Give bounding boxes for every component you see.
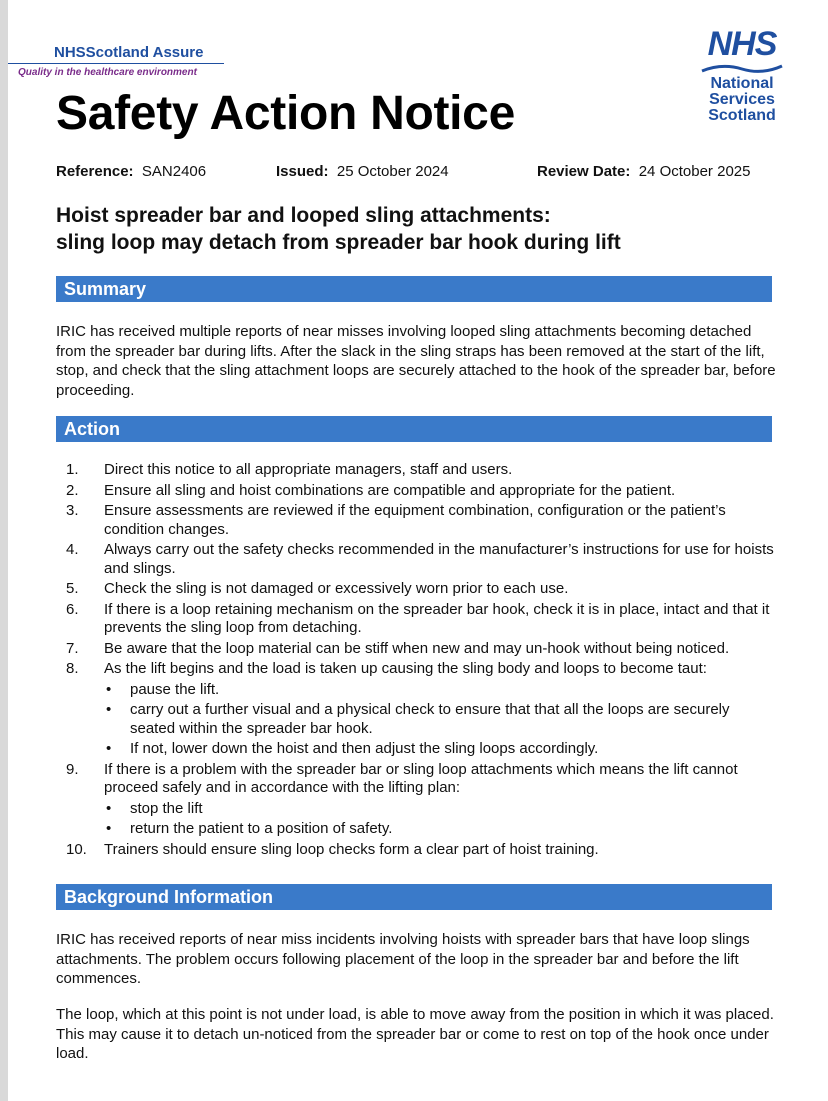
- action-item-number: 8.: [66, 660, 79, 677]
- summary-heading: Summary: [56, 276, 772, 302]
- nhs-logo-line3: Scotland: [708, 107, 776, 124]
- background-para-2: The loop, which at this point is not under load, is able to move away from the position in which it was placed. This may cause it to detach un-noticed from the spreader bar or come to rest on top of the hook once under load.: [56, 1006, 774, 1062]
- nhs-logo: [694, 26, 790, 130]
- action-subitem: • pause the lift.: [104, 681, 776, 700]
- nhs-logo-wordmark: NHS: [707, 25, 777, 63]
- action-subitem: • stop the lift: [104, 800, 776, 819]
- issued-label: Issued:: [276, 163, 329, 180]
- subtitle-line-2: sling loop may detach from spreader bar hook during lift: [56, 231, 621, 254]
- nhs-logo-line1: National: [710, 75, 774, 92]
- action-subitem: • return the patient to a position of safety.: [104, 820, 776, 839]
- issued-value: 25 October 2024: [336, 163, 449, 180]
- summary-text: IRIC has received multiple reports of near misses involving looped sling attachments becoming detached from the spreader bar during lifts. After the slack in the sling straps has been removed at the start of the lift, stop, and check that the sling attachment loops are securely attached to the hook of the spreader bar, before proceeding.: [56, 323, 776, 399]
- action-list: [56, 461, 776, 861]
- background-para-1: IRIC has received reports of near miss incidents involving hoists with spreader bars that have loop slings attachments. The problem occurs following placement of the loop in the spreader bar and before the lift commences.: [56, 931, 750, 987]
- action-item: [56, 660, 776, 759]
- action-item-text: As the lift begins and the load is taken up causing the sling body and loops to become taut:: [104, 660, 707, 677]
- review-value: 24 October 2025: [638, 163, 751, 180]
- org-divider: [8, 63, 224, 64]
- action-heading: Action: [56, 416, 772, 442]
- action-item: [56, 601, 776, 638]
- action-item: [56, 502, 776, 539]
- page-edge: [0, 0, 8, 1101]
- action-sublist: [104, 800, 776, 839]
- action-item-text: Be aware that the loop material can be stiff when new and may un-hook without being noticed.: [104, 639, 730, 657]
- review-label: Review Date:: [537, 163, 631, 180]
- action-item: [56, 761, 776, 839]
- action-item: [56, 841, 776, 860]
- org-tagline: Quality in the healthcare environment: [18, 67, 197, 78]
- action-item-text: If there is a problem with the spreader bar or sling loop attachments which means the lift cannot proceed safely and in accordance with the lifting plan:: [104, 760, 738, 796]
- action-item: [56, 482, 776, 501]
- action-item: [56, 541, 776, 578]
- action-item: [56, 580, 776, 599]
- issued: [276, 163, 449, 180]
- action-item: [56, 640, 776, 659]
- action-item-number: 7.: [66, 639, 79, 657]
- wave-icon: [700, 62, 784, 76]
- action-item-number: 1.: [66, 461, 79, 478]
- org-name: NHSScotland Assure: [54, 44, 204, 61]
- reference: [56, 163, 206, 180]
- reference-value: SAN2406: [141, 163, 207, 180]
- background-heading: Background Information: [56, 884, 772, 910]
- action-item-number: 2.: [66, 481, 79, 499]
- action-item-number: 3.: [66, 502, 79, 519]
- action-sublist: [104, 681, 776, 759]
- action-item-number: 4.: [66, 541, 79, 558]
- nhs-logo-line2: Services: [709, 91, 775, 108]
- action-item-number: 10.: [66, 840, 87, 858]
- page-title: Safety Action Notice: [56, 87, 515, 140]
- action-item-text: Ensure assessments are reviewed if the equipment combination, configuration or the patient’s condition changes.: [104, 502, 726, 538]
- reference-label: Reference:: [56, 163, 134, 180]
- action-item-number: 9.: [66, 760, 79, 778]
- action-item-text: Always carry out the safety checks recommended in the manufacturer’s instructions for use for hoists and slings.: [104, 541, 774, 577]
- action-item-number: 5.: [66, 580, 79, 597]
- action-item-text: Check the sling is not damaged or excessively worn prior to each use.: [104, 580, 569, 597]
- action-subitem: • carry out a further visual and a physical check to ensure that that all the loops are securely seated within the spreader bar hook.: [104, 701, 776, 738]
- action-item: [56, 461, 776, 480]
- subtitle-line-1: Hoist spreader bar and looped sling attachments:: [56, 204, 551, 227]
- action-item-text: Direct this notice to all appropriate managers, staff and users.: [104, 461, 513, 478]
- action-item-text: Ensure all sling and hoist combinations are compatible and appropriate for the patient.: [104, 481, 676, 499]
- action-item-number: 6.: [66, 600, 79, 618]
- action-item-text: If there is a loop retaining mechanism on the spreader bar hook, check it is in place, intact and that it prevents the sling loop from detaching.: [104, 600, 770, 636]
- action-subitem: • If not, lower down the hoist and then adjust the sling loops accordingly.: [104, 740, 776, 759]
- review-date: [537, 163, 750, 180]
- notice-subtitle: [56, 202, 621, 256]
- action-item-text: Trainers should ensure sling loop checks form a clear part of hoist training.: [104, 840, 599, 858]
